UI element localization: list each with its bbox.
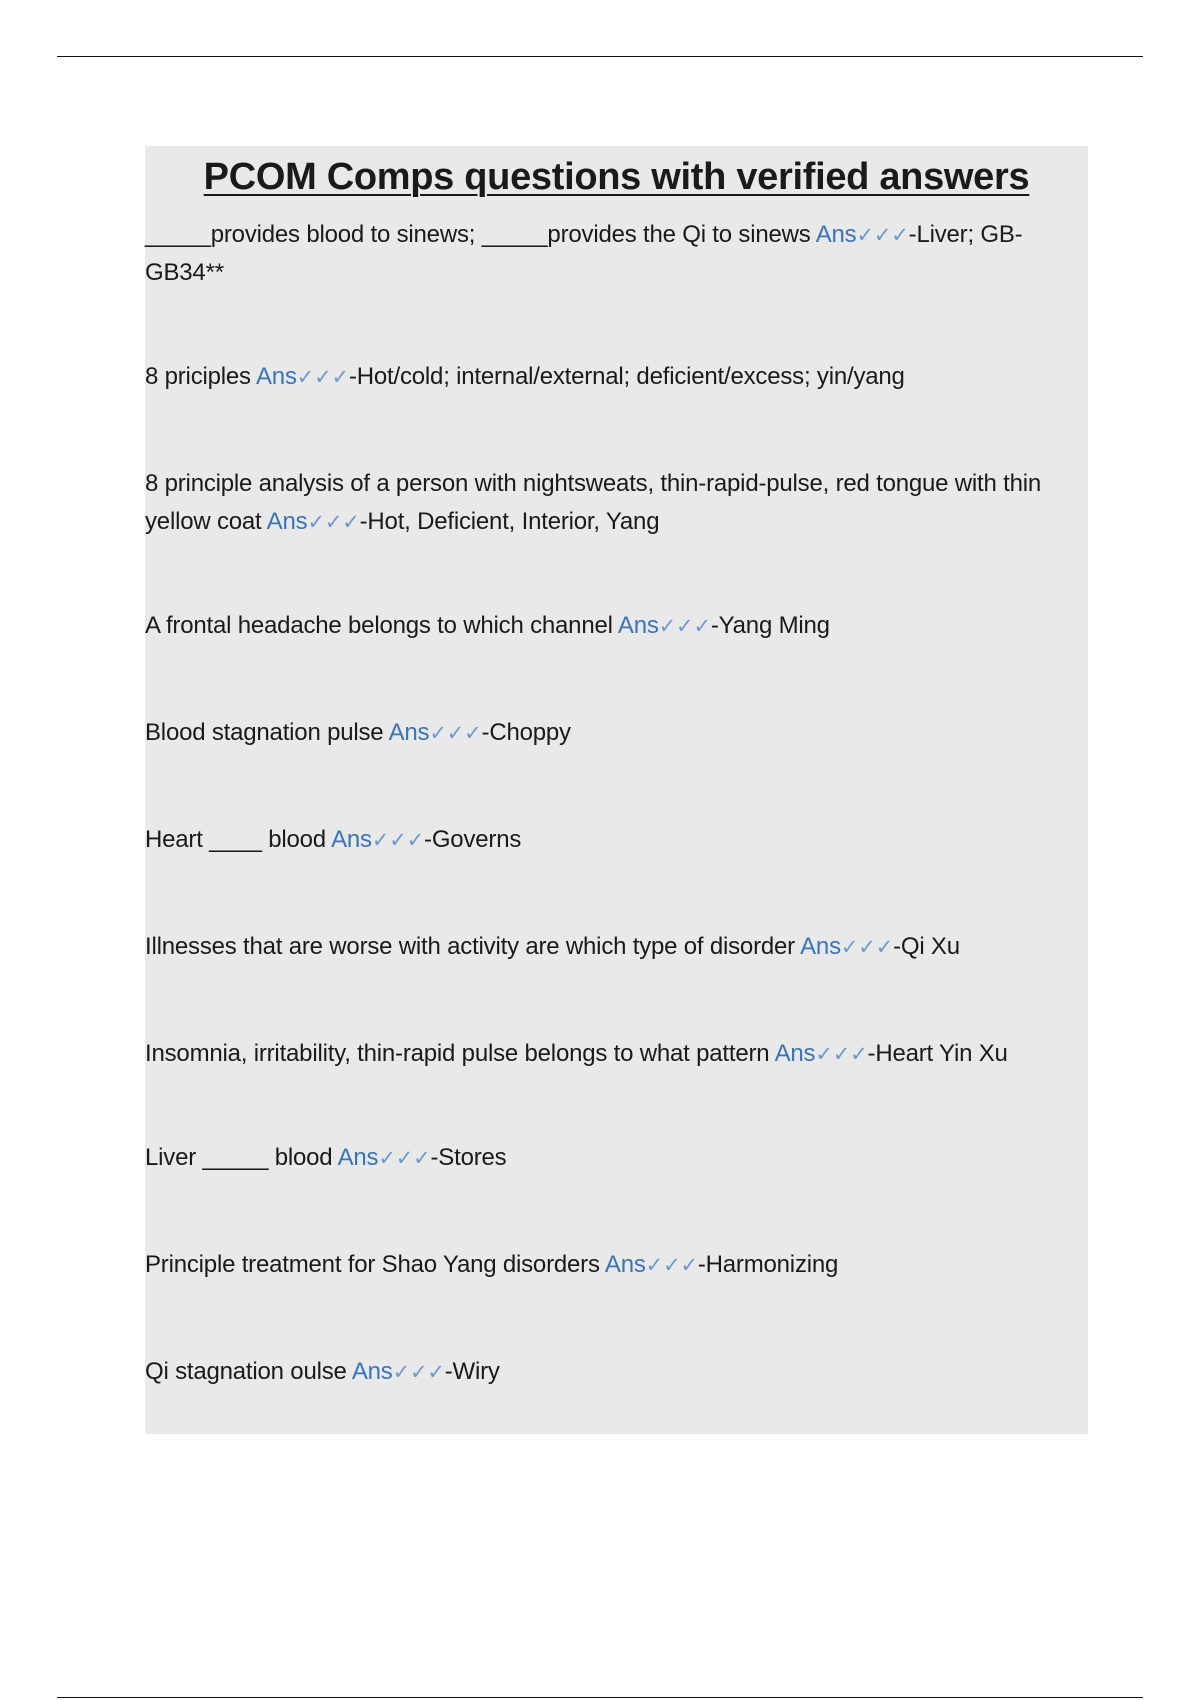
footer-rule: [57, 1697, 1143, 1698]
answer-text: -Governs: [424, 826, 522, 853]
qa-list: [145, 216, 1088, 1391]
answer-marker: Ans: [388, 719, 430, 746]
qa-item: [145, 358, 1088, 396]
answer-marker: Ans: [266, 508, 308, 535]
qa-item: [145, 1353, 1088, 1391]
qa-item: [145, 216, 1088, 292]
qa-item: [145, 607, 1088, 645]
check-marks-icon: ✓✓✓: [371, 828, 425, 852]
check-marks-icon: ✓✓✓: [815, 1042, 868, 1066]
answer-marker: Ans: [331, 826, 372, 853]
check-marks-icon: ✓✓✓: [296, 365, 349, 389]
answer-marker: Ans: [256, 363, 297, 390]
answer-text: -Liver; GB-GB34**: [145, 221, 1023, 286]
answer-marker: Ans: [337, 1144, 379, 1171]
answer-marker: Ans: [604, 1251, 646, 1278]
qa-item: [145, 714, 1088, 752]
header-rule: [57, 56, 1143, 57]
qa-item: [145, 1139, 1088, 1177]
question-text: Heart ____ blood: [145, 826, 332, 853]
answer-text: -Harmonizing: [697, 1251, 839, 1278]
answer-text: -Qi Xu: [893, 933, 960, 960]
qa-item: [145, 821, 1088, 859]
question-text: Liver _____ blood: [145, 1144, 338, 1171]
check-marks-icon: ✓✓✓: [645, 1253, 698, 1277]
qa-item: [145, 1246, 1088, 1284]
qa-item: [145, 928, 1088, 966]
document-content: [145, 146, 1088, 1434]
question-text: Blood stagnation pulse: [145, 719, 389, 746]
question-text: Insomnia, irritability, thin-rapid pulse belongs to what pattern: [145, 1040, 775, 1067]
check-marks-icon: ✓✓✓: [378, 1146, 431, 1170]
answer-text: -Choppy: [481, 719, 571, 746]
question-text: 8 priciples: [145, 363, 256, 390]
question-text: Qi stagnation oulse: [145, 1358, 352, 1385]
question-text: _____provides blood to sinews; _____provides the Qi to sinews: [145, 221, 816, 248]
answer-text: -Heart Yin Xu: [867, 1040, 1008, 1067]
check-marks-icon: ✓✓✓: [429, 721, 482, 745]
check-marks-icon: ✓✓✓: [840, 935, 894, 959]
question-text: 8 principle analysis of a person with nightsweats, thin-rapid-pulse, red tongue with thin yellow coat: [145, 470, 1042, 535]
answer-text: -Wiry: [444, 1358, 500, 1385]
check-marks-icon: ✓✓✓: [658, 614, 711, 638]
qa-item: [145, 1035, 1088, 1073]
answer-text: -Stores: [430, 1144, 507, 1171]
answer-marker: Ans: [800, 933, 841, 960]
answer-marker: Ans: [774, 1040, 816, 1067]
answer-text: -Hot, Deficient, Interior, Yang: [359, 508, 660, 535]
answer-marker: Ans: [815, 221, 857, 248]
check-marks-icon: ✓✓✓: [307, 510, 360, 534]
answer-marker: Ans: [351, 1358, 393, 1385]
question-text: Principle treatment for Shao Yang disorders: [145, 1251, 605, 1278]
document-title: PCOM Comps questions with verified answers: [203, 156, 1030, 198]
question-text: Illnesses that are worse with activity are which type of disorder: [145, 933, 801, 960]
answer-text: -Yang Ming: [710, 612, 830, 639]
check-marks-icon: ✓✓✓: [856, 223, 909, 247]
answer-marker: Ans: [617, 612, 659, 639]
qa-item: [145, 465, 1088, 541]
question-text: A frontal headache belongs to which channel: [145, 612, 618, 639]
check-marks-icon: ✓✓✓: [392, 1360, 445, 1384]
answer-text: -Hot/cold; internal/external; deficient/excess; yin/yang: [348, 363, 905, 390]
